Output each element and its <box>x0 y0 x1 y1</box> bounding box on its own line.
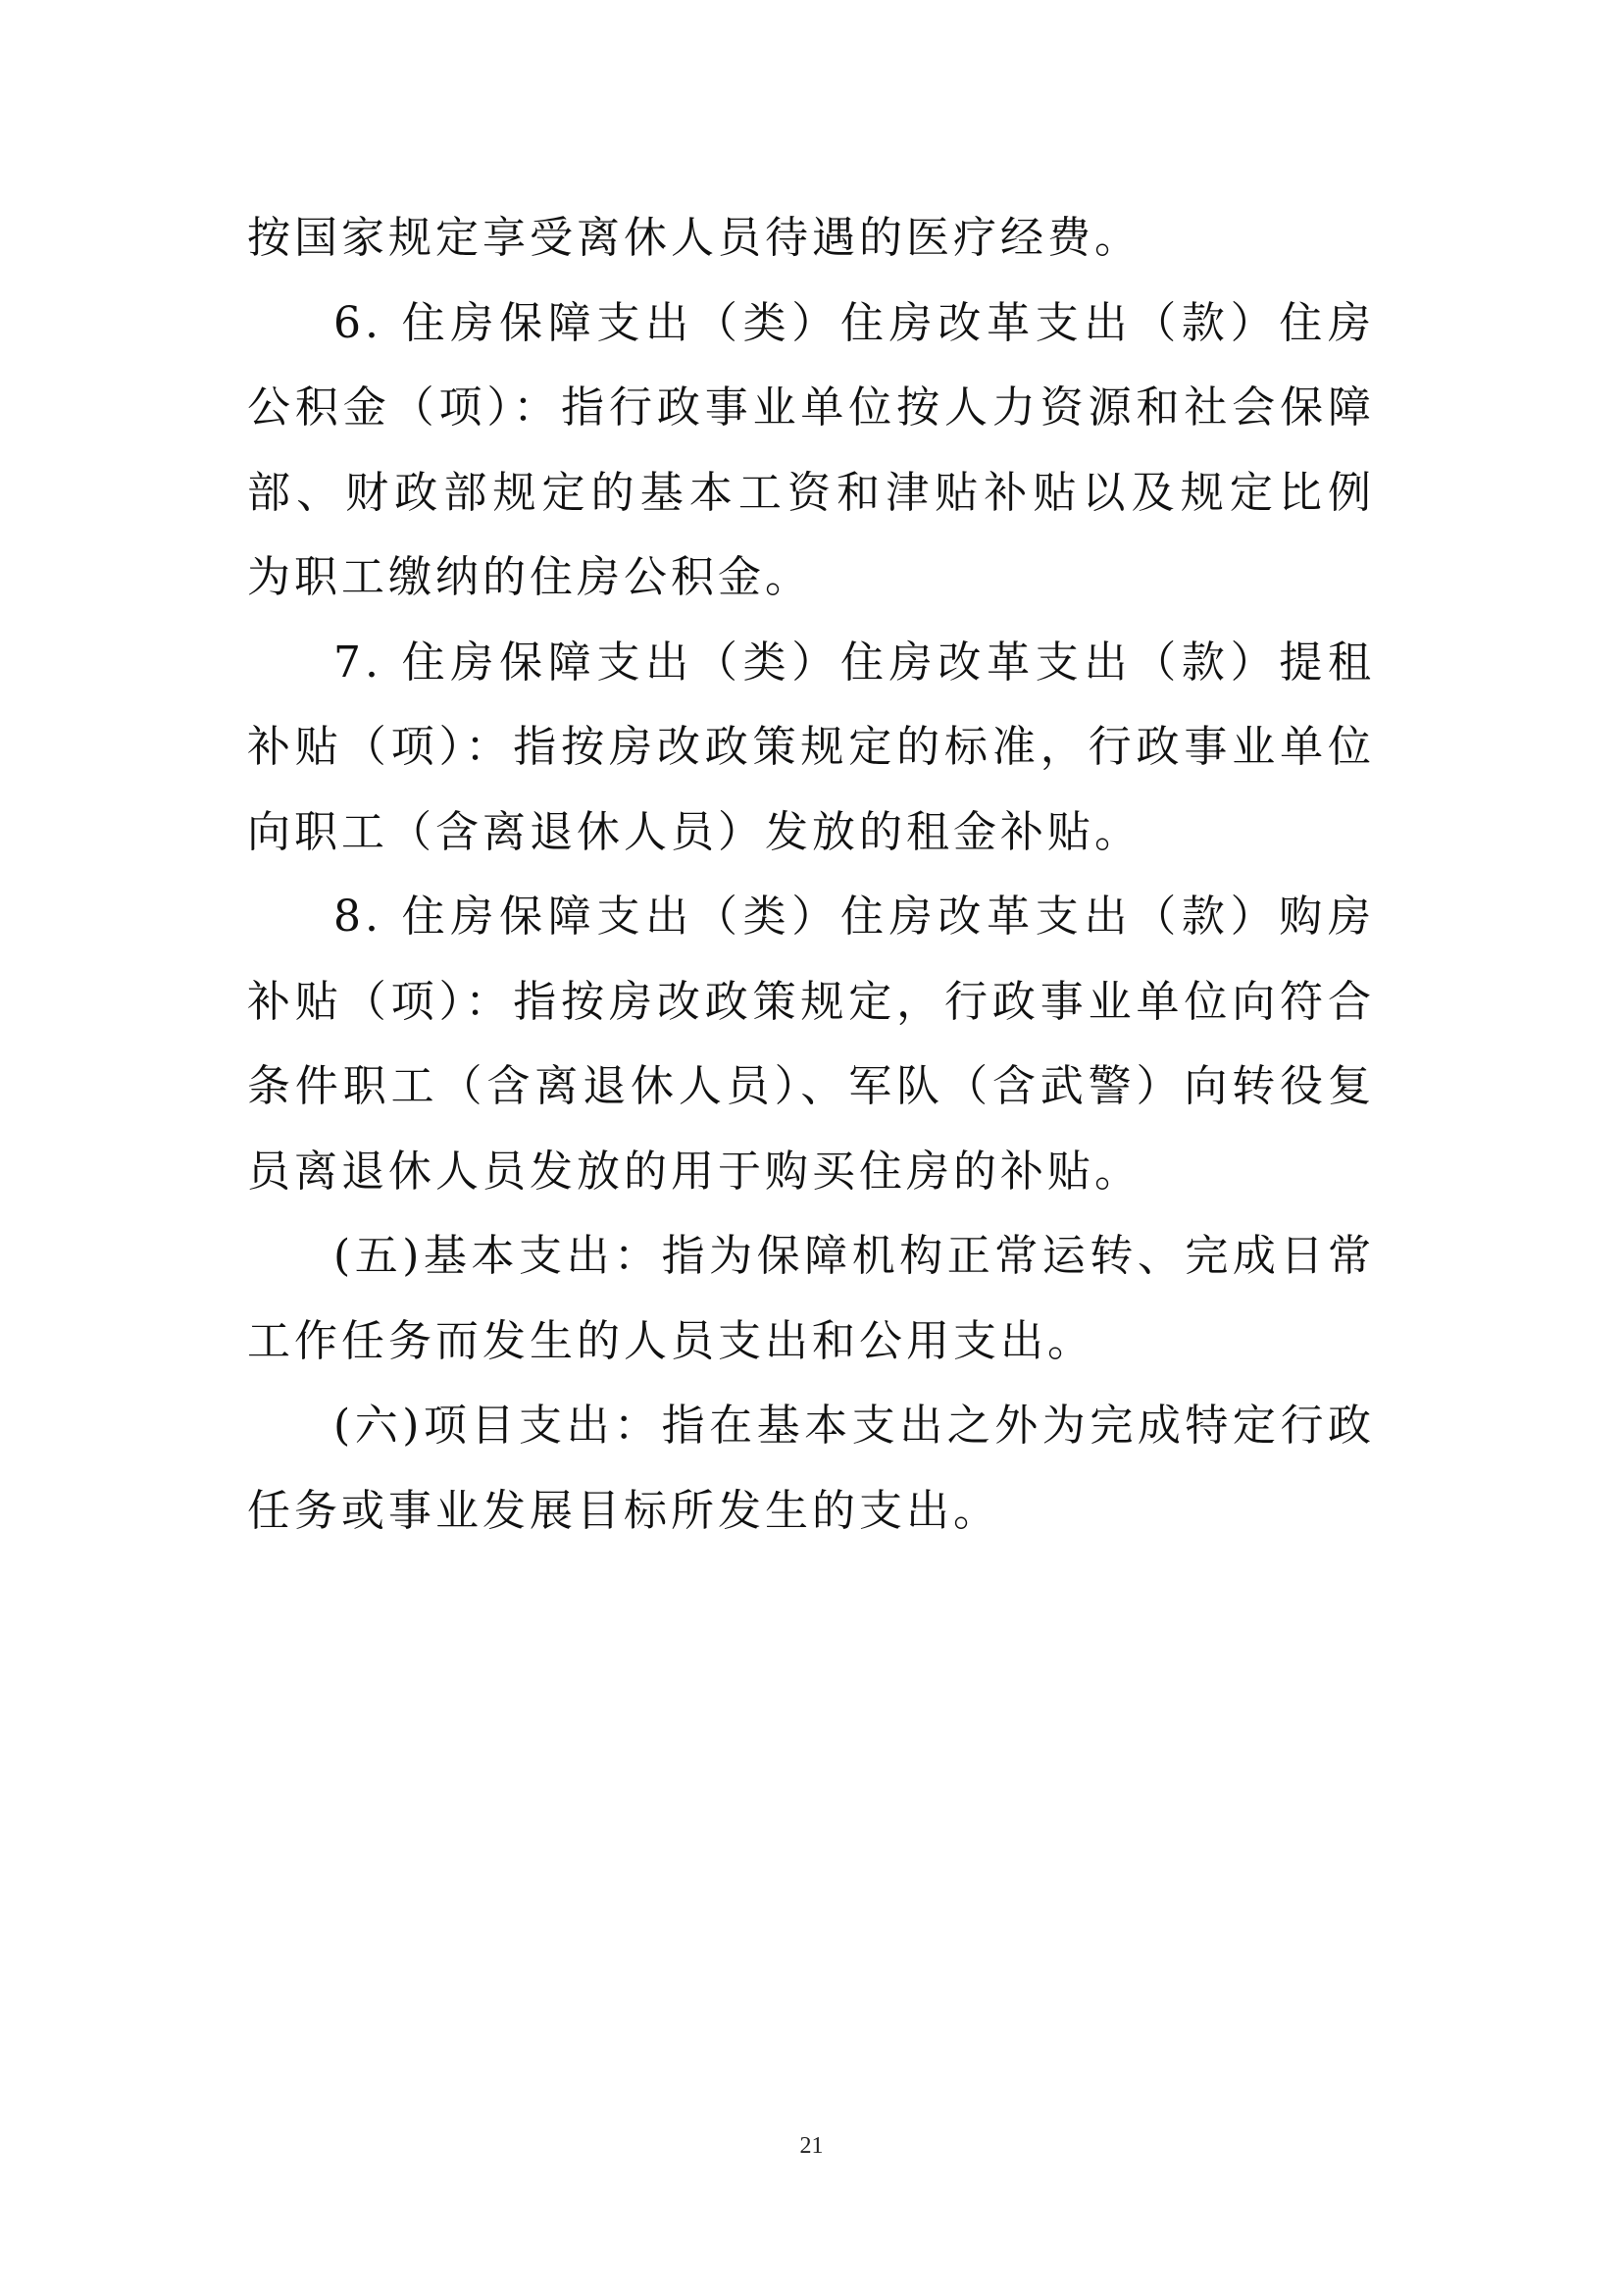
paragraph-project-expenditure: (六)项目支出：指在基本支出之外为完成特定行政任务或事业发展目标所发生的支出。 <box>247 1401 1375 1536</box>
paragraph-basic-expenditure: (五)基本支出：指为保障机构正常运转、完成日常工作任务而发生的人员支出和公用支出。 <box>247 1231 1375 1366</box>
page-number: 21 <box>799 2133 824 2159</box>
paragraph-purchase-subsidy: 8. 住房保障支出（类）住房改革支出（款）购房补贴（项）：指按房改政策规定，行政事业单位向符合条件职工（含离退休人员）、军队（含武警）向转役复员离退休人员发放的用于购买住房的补贴。 <box>247 892 1375 1197</box>
paragraph-rent-subsidy: 7. 住房保障支出（类）住房改革支出（款）提租补贴（项）：指按房改政策规定的标准，行政事业单位向职工（含离退休人员）发放的租金补贴。 <box>247 637 1375 857</box>
document-body <box>247 196 1375 1554</box>
paragraph-housing-fund: 6. 住房保障支出（类）住房改革支出（款）住房公积金（项）：指行政事业单位按人力资源和社会保障部、财政部规定的基本工资和津贴补贴以及规定比例为职工缴纳的住房公积金。 <box>247 297 1375 602</box>
paragraph-continued: 按国家规定享受离休人员待遇的医疗经费。 <box>247 213 1141 263</box>
